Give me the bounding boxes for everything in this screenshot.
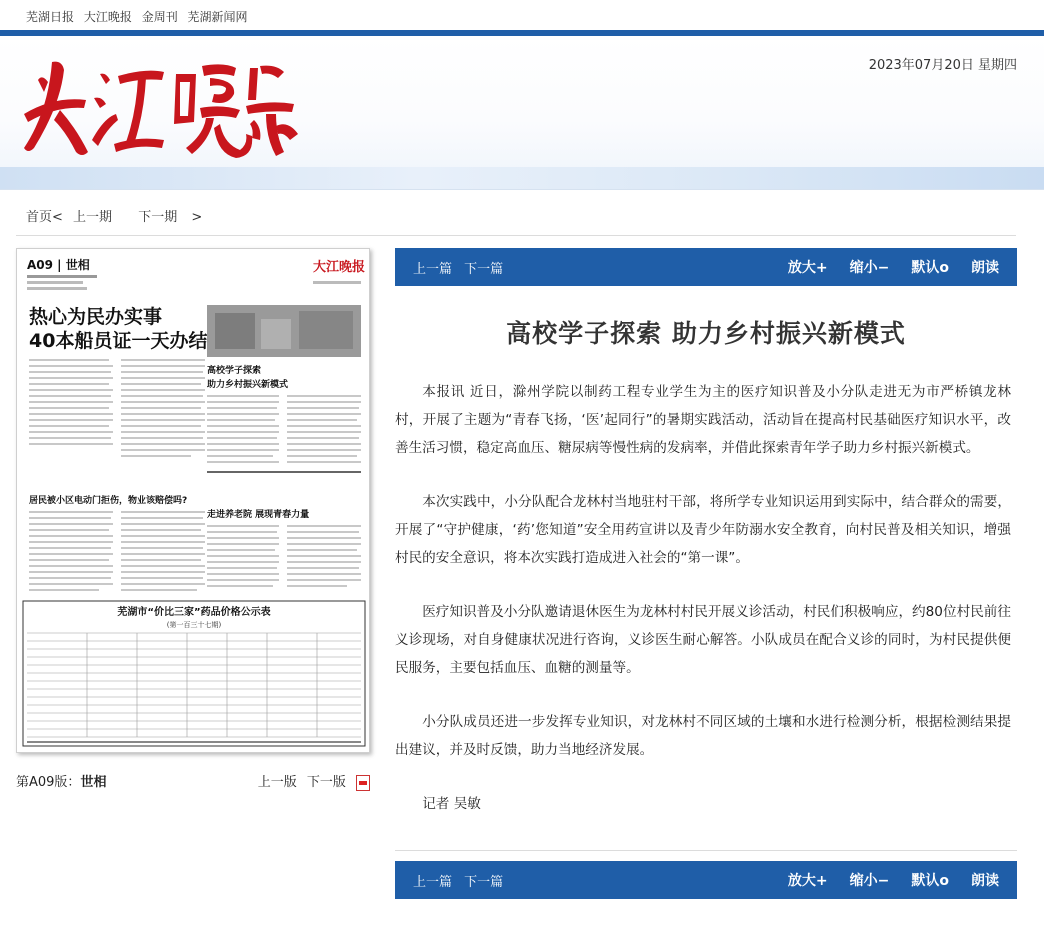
thumb-story-2: 居民被小区电动门拒伤，物业该赔偿吗? xyxy=(29,496,188,506)
next-page-link[interactable]: 下一版 xyxy=(306,775,346,790)
article-paragraph: 本次实践中，小分队配合龙林村当地驻村干部，将所学专业知识运用到实际中，结合群众的需要，开展了“守护健康，‘药’您知道”安全用药宣讲以及青少年防溺水安全教育，向村民普及相关知识，增强村民的安全意识，将本次实践打造成进入社会的“第一课”。 xyxy=(395,494,1011,566)
thumb-sub-1: 高校学子探索 xyxy=(207,366,262,376)
prev-article-link[interactable]: 上一篇 xyxy=(413,261,453,277)
article-byline: 记者 吴敏 xyxy=(422,796,481,812)
thumb-table-sub: (第一百三十七期) xyxy=(166,621,222,629)
thumb-page-label: A09 | 世相 xyxy=(27,258,90,272)
pdf-icon[interactable] xyxy=(356,775,370,791)
edition-prefix: 第A09版： xyxy=(16,775,81,791)
thumb-headline-2: 40本船员证一天办结 xyxy=(29,330,208,352)
prev-issue-link[interactable]: 上一期 xyxy=(73,210,113,225)
read-aloud-button-bottom[interactable]: 朗读 xyxy=(971,873,999,889)
text-tools-bottom xyxy=(766,870,999,890)
top-nav xyxy=(0,0,1044,30)
default-size-button-bottom[interactable]: 默认o xyxy=(911,873,949,889)
edition-bar xyxy=(16,771,370,791)
masthead-band xyxy=(0,167,1044,189)
article-paragraph: 小分队成员还进一步发挥专业知识，对龙林村不同区域的土壤和水进行检测分析，根据检测结果提出建议，并及时反馈，助力当地经济发展。 xyxy=(395,714,1011,758)
article-body xyxy=(395,378,1017,818)
text-tools xyxy=(766,257,999,277)
article-nav-bottom xyxy=(413,871,511,890)
page-panel xyxy=(16,248,370,791)
home-link[interactable]: 首页< xyxy=(26,210,63,225)
zoom-out-button[interactable]: 缩小− xyxy=(849,260,890,276)
default-size-button[interactable]: 默认o xyxy=(911,260,949,276)
article-toolbar-top xyxy=(395,248,1017,286)
newspaper-logo[interactable] xyxy=(14,44,304,164)
prev-article-link-bottom[interactable]: 上一篇 xyxy=(413,874,453,890)
prev-page-link[interactable]: 上一版 xyxy=(257,775,297,790)
thumb-brand: 大江晚报 xyxy=(313,260,366,275)
next-issue-link[interactable]: 下一期 xyxy=(138,210,178,225)
thumb-table-title: 芜湖市“价比三家”药品价格公示表 xyxy=(117,607,271,618)
page-thumbnail-image xyxy=(17,249,370,753)
issue-pager xyxy=(16,190,1016,236)
next-issue-arrow[interactable]: > xyxy=(191,210,203,225)
nav-link-dajiang-evening[interactable]: 大江晚报 xyxy=(83,10,132,24)
zoom-in-button[interactable]: 放大+ xyxy=(787,260,828,276)
edition-name[interactable]: 世相 xyxy=(80,775,107,791)
read-aloud-button[interactable]: 朗读 xyxy=(971,260,999,276)
page-thumbnail[interactable] xyxy=(16,248,370,753)
thumb-story-3: 走进养老院 展现青春力量 xyxy=(207,510,310,520)
zoom-out-button-bottom[interactable]: 缩小− xyxy=(849,873,890,889)
edition-label xyxy=(16,771,106,790)
nav-link-wuhu-news[interactable]: 芜湖新闻网 xyxy=(187,10,248,24)
nav-link-wuhu-daily[interactable]: 芜湖日报 xyxy=(26,10,75,24)
article-paragraph: 医疗知识普及小分队邀请退休医生为龙林村村民开展义诊活动，村民们积极响应，约80位村民前往义诊现场，对自身健康状况进行咨询，义诊医生耐心解答。小队成员在配合义诊的同时，为村民提供便民服务，主要包括血压、血糖的测量等。 xyxy=(395,604,1011,676)
zoom-in-button-bottom[interactable]: 放大+ xyxy=(787,873,828,889)
article-toolbar-bottom xyxy=(395,861,1017,899)
issue-date: 2023年07月20日 星期四 xyxy=(868,58,1017,73)
article-title: 高校学子探索 助力乡村振兴新模式 xyxy=(506,319,906,348)
nav-link-jin-weekly[interactable]: 金周刊 xyxy=(141,10,178,24)
next-article-link-bottom[interactable]: 下一篇 xyxy=(464,874,504,890)
article-divider xyxy=(395,850,1017,851)
article-nav xyxy=(413,258,511,277)
next-article-link[interactable]: 下一篇 xyxy=(464,261,504,277)
edition-nav xyxy=(252,771,370,791)
masthead xyxy=(0,36,1044,190)
thumb-sub-2: 助力乡村振兴新模式 xyxy=(207,380,289,390)
thumb-headline-1: 热心为民办实事 xyxy=(29,306,163,328)
article-paragraph: 本报讯 近日，滁州学院以制药工程专业学生为主的医疗知识普及小分队走进无为市严桥镇龙林村，开展了主题为“青春飞扬，‘医’起同行”的暑期实践活动，活动旨在提高村民基础医疗知识水平，改善生活习惯，稳定高血压、糖尿病等慢性病的发病率，并借此探索青年学子助力乡村振兴新模式。 xyxy=(395,384,1011,456)
article-panel xyxy=(395,248,1017,899)
